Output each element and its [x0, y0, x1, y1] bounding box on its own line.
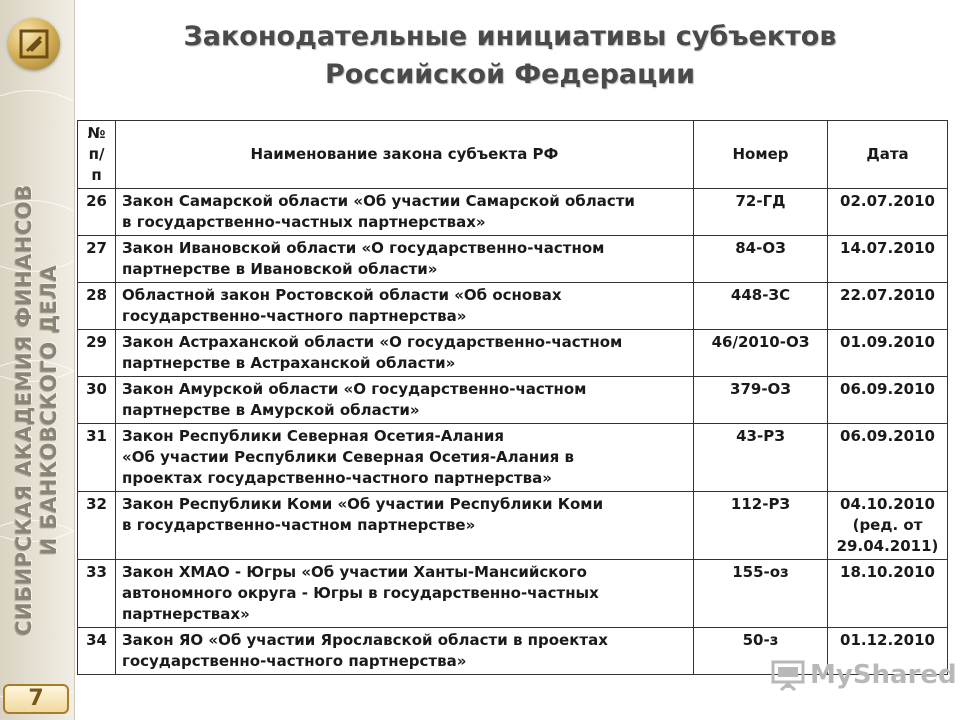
row-law-name-line: проектах государственно-частного партнерства» [122, 469, 552, 487]
row-num: 34 [78, 628, 116, 675]
row-law-name-line: партнерстве в Астраханской области» [122, 354, 456, 372]
row-law-name [116, 189, 694, 236]
academy-logo-icon [8, 18, 60, 70]
row-num: 32 [78, 492, 116, 560]
table-row [78, 236, 948, 283]
header-num [78, 121, 116, 189]
row-num: 26 [78, 189, 116, 236]
row-law-name-line: автономного округа - Югры в государственно-частных [122, 584, 599, 602]
table-row [78, 283, 948, 330]
row-date-line: 06.09.2010 [840, 380, 935, 398]
table-row [78, 189, 948, 236]
row-law-name-line: государственно-частного партнерства» [122, 307, 467, 325]
row-date [828, 330, 948, 377]
row-law-number: 72-ГД [694, 189, 828, 236]
row-date [828, 189, 948, 236]
table-header-row [78, 121, 948, 189]
row-law-name-line: в государственно-частном партнерстве» [122, 516, 476, 534]
table-row [78, 560, 948, 628]
laws-table [77, 120, 948, 675]
slide-title [150, 18, 870, 94]
table-row [78, 492, 948, 560]
row-law-number: 112-РЗ [694, 492, 828, 560]
row-date-line: 22.07.2010 [840, 286, 935, 304]
header-date: Дата [828, 121, 948, 189]
academy-name-line1: СИБИРСКАЯ АКАДЕМИЯ ФИНАНСОВ [12, 184, 36, 636]
row-date [828, 492, 948, 560]
row-law-name-line: Закон Республики Коми «Об участии Республики Коми [122, 495, 604, 513]
row-date-line: (ред. от [852, 516, 923, 534]
row-date [828, 377, 948, 424]
row-law-name-line: «Об участии Республики Северная Осетия-Алания в [122, 448, 574, 466]
row-law-name [116, 377, 694, 424]
row-date-line: 01.09.2010 [840, 333, 935, 351]
academy-name-line2: И БАНКОВСКОГО ДЕЛА [37, 264, 61, 556]
row-law-number: 46/2010-ОЗ [694, 330, 828, 377]
row-law-name-line: Закон Амурской области «О государственно-частном [122, 380, 587, 398]
header-num-line2: п/п [88, 145, 105, 184]
row-law-name-line: партнерстве в Ивановской области» [122, 260, 438, 278]
row-date [828, 236, 948, 283]
row-law-number: 50-з [694, 628, 828, 675]
row-law-name-line: Закон Астраханской области «О государственно-частном [122, 333, 623, 351]
academy-name-vertical [12, 184, 62, 636]
row-law-name-line: Областной закон Ростовской области «Об основах [122, 286, 562, 304]
row-law-name-line: Закон Республики Северная Осетия-Алания [122, 427, 504, 445]
header-number: Номер [694, 121, 828, 189]
row-date-line: 02.07.2010 [840, 192, 935, 210]
row-law-number: 84-ОЗ [694, 236, 828, 283]
presentation-board-icon [770, 658, 806, 692]
row-law-name-line: Закон Ивановской области «О государственно-частном [122, 239, 605, 257]
table-row [78, 424, 948, 492]
myshared-watermark [770, 655, 957, 695]
table-row [78, 377, 948, 424]
row-law-name-line: партнерстве в Амурской области» [122, 401, 420, 419]
row-law-name [116, 424, 694, 492]
row-date [828, 424, 948, 492]
row-date-line: 04.10.2010 [840, 495, 935, 513]
row-date-line: 18.10.2010 [840, 563, 935, 581]
row-law-name-line: партнерствах» [122, 605, 250, 623]
row-law-number: 43-РЗ [694, 424, 828, 492]
header-name: Наименование закона субъекта РФ [116, 121, 694, 189]
row-num: 30 [78, 377, 116, 424]
row-law-name-line: Закон Самарской области «Об участии Самарской области [122, 192, 635, 210]
row-law-name [116, 492, 694, 560]
row-law-name [116, 283, 694, 330]
row-law-name [116, 560, 694, 628]
row-law-name-line: государственно-частного партнерства» [122, 652, 467, 670]
slide-number-badge: 7 [3, 684, 69, 714]
row-num: 28 [78, 283, 116, 330]
watermark-text: MyShared [810, 660, 957, 690]
row-num: 29 [78, 330, 116, 377]
row-date-line: 14.07.2010 [840, 239, 935, 257]
row-date-line: 01.12.2010 [840, 631, 935, 649]
table-row [78, 330, 948, 377]
row-law-number: 448-ЗС [694, 283, 828, 330]
row-law-name [116, 330, 694, 377]
row-law-name-line: Закон ЯО «Об участии Ярославской области в проектах [122, 631, 608, 649]
row-date-line: 06.09.2010 [840, 427, 935, 445]
row-law-number: 379-ОЗ [694, 377, 828, 424]
header-num-line1: № [87, 124, 106, 142]
row-num: 27 [78, 236, 116, 283]
row-num: 33 [78, 560, 116, 628]
row-date [828, 560, 948, 628]
row-law-name [116, 628, 694, 675]
left-decorative-band [0, 0, 75, 720]
row-law-name-line: Закон ХМАО - Югры «Об участии Ханты-Мансийского [122, 563, 587, 581]
row-law-name [116, 236, 694, 283]
row-date-line: 29.04.2011) [836, 537, 939, 555]
slide-title-line1: Законодательные инициативы субъектов [183, 21, 837, 52]
row-law-number: 155-оз [694, 560, 828, 628]
slide-title-line2: Российской Федерации [325, 59, 695, 90]
row-date [828, 283, 948, 330]
row-law-name-line: в государственно-частных партнерствах» [122, 213, 486, 231]
row-num: 31 [78, 424, 116, 492]
